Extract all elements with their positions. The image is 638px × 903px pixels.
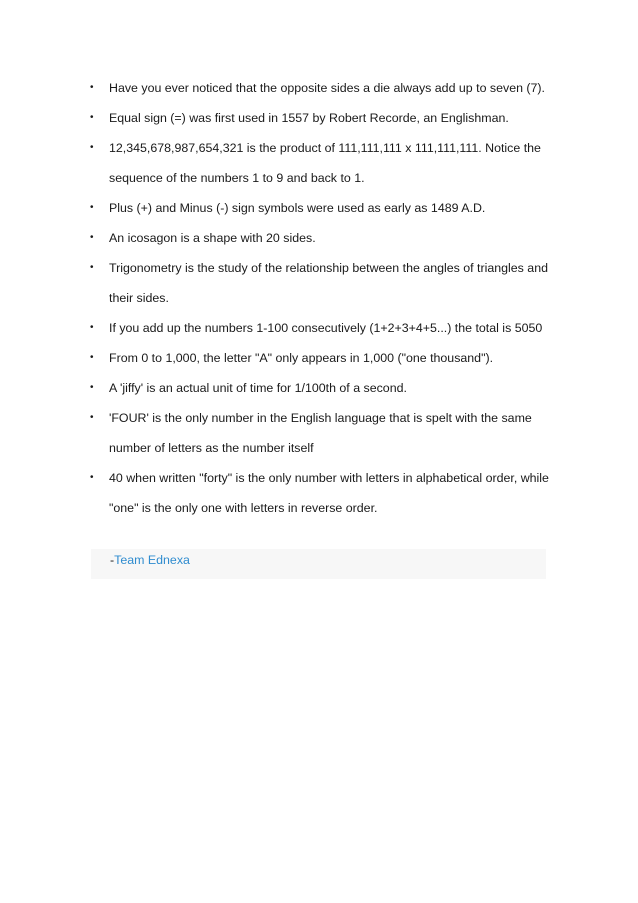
signature-box [91,549,546,579]
fact-text: If you add up the numbers 1-100 consecutively (1+2+3+4+5...) the total is 5050 [109,321,543,335]
list-item [90,313,560,343]
fact-text: 'FOUR' is the only number in the English language that is spelt with the same number of letters as the number itself [109,411,532,455]
bullet-icon: • [90,472,94,483]
fact-text: From 0 to 1,000, the letter "A" only appears in 1,000 ("one thousand"). [109,351,494,365]
list-item [90,463,560,523]
bullet-icon: • [90,232,94,243]
list-item [90,403,560,463]
fact-text: An icosagon is a shape with 20 sides. [109,231,316,245]
bullet-icon: • [90,382,94,393]
signature [110,552,190,568]
bullet-icon: • [90,352,94,363]
bullet-icon: • [90,82,94,93]
list-item [90,223,560,253]
fact-text: Plus (+) and Minus (-) sign symbols were used as early as 1489 A.D. [109,201,486,215]
team-ednexa-link[interactable]: Team Ednexa [114,553,190,567]
bullet-icon: • [90,322,94,333]
list-item [90,133,560,193]
fact-text: Trigonometry is the study of the relationship between the angles of triangles and their sides. [109,261,548,305]
list-item [90,73,560,103]
bullet-icon: • [90,412,94,423]
bullet-icon: • [90,202,94,213]
bullet-icon: • [90,112,94,123]
bullet-icon: • [90,262,94,273]
list-item [90,103,560,133]
fact-text: 12,345,678,987,654,321 is the product of 111,111,111 x 111,111,111. Notice the sequence of the numbers 1 to 9 and back to 1. [109,141,541,185]
fact-text: 40 when written "forty" is the only number with letters in alphabetical order, while "one" is the only one with letters in reverse order. [109,471,549,515]
fact-text: A 'jiffy' is an actual unit of time for 1/100th of a second. [109,381,407,395]
list-item [90,193,560,223]
list-item [90,343,560,373]
fact-list [90,73,560,523]
fact-text: Have you ever noticed that the opposite sides a die always add up to seven (7). [109,81,546,95]
list-item [90,373,560,403]
bullet-icon: • [90,142,94,153]
fact-text: Equal sign (=) was first used in 1557 by Robert Recorde, an Englishman. [109,111,509,125]
list-item [90,253,560,313]
signature-prefix: - [110,553,115,567]
